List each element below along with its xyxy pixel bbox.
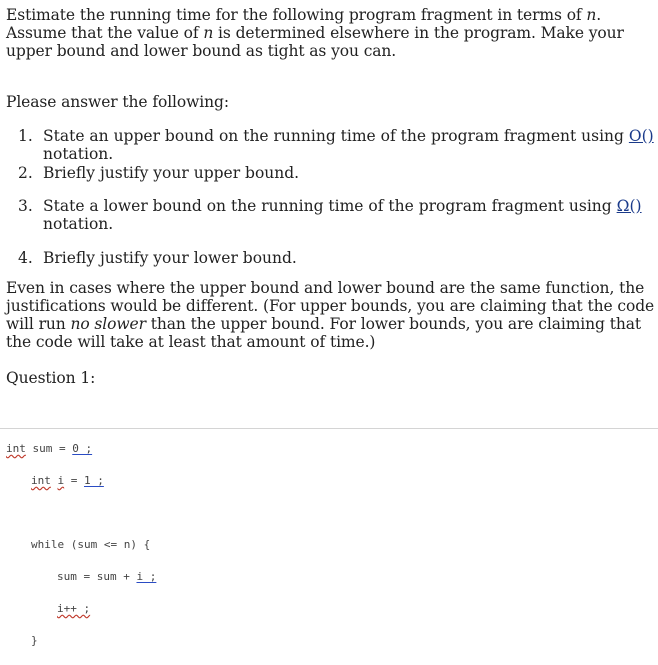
code-variable: i — [57, 474, 65, 487]
code-text: sum = sum + — [57, 570, 137, 583]
question-number: 4. — [18, 249, 33, 267]
intro-text-a: Estimate the running time for the following program fragment in terms of — [6, 6, 587, 24]
variable-n: n — [586, 6, 597, 24]
variable-n: n — [203, 24, 214, 42]
code-keyword: int — [6, 442, 26, 455]
code-line — [31, 474, 104, 487]
prompt-text: Please answer the following: — [6, 93, 229, 111]
code-text: } — [31, 634, 38, 647]
question-text: Briefly justify your lower bound. — [43, 249, 297, 267]
code-text: sum = — [25, 442, 73, 455]
question-number: 3. — [18, 197, 33, 215]
question-tail: notation. — [43, 145, 114, 163]
code-line — [57, 602, 90, 615]
code-line — [31, 634, 38, 647]
question-text: State a lower bound on the running time of the program fragment using — [43, 197, 617, 215]
big-omega-notation: Ω() — [616, 197, 642, 215]
question-item — [6, 164, 656, 182]
question-number: 1. — [18, 127, 33, 145]
note-text-a: Even in cases where the upper bound and lower bound are the same function, the justifications would be different. (For upper bounds, you are claiming that the code will run — [6, 279, 655, 333]
code-line — [57, 570, 156, 583]
divider — [0, 428, 658, 429]
code-value: 0 ; — [72, 442, 93, 455]
document — [6, 6, 656, 387]
code-line — [31, 538, 150, 551]
question-number: 2. — [18, 164, 33, 182]
question-text: Briefly justify your upper bound. — [43, 164, 300, 182]
intro-text-c: is determined elsewhere in the program. Make your upper bound and lower bound as tight as you can. — [6, 24, 624, 60]
question-title: Question 1: — [6, 369, 96, 387]
code-text: = — [64, 474, 84, 487]
code-value: i ; — [136, 570, 157, 583]
code-keyword: int — [31, 474, 51, 487]
code-text — [51, 474, 58, 487]
code-text: while (sum <= n) { — [31, 538, 151, 551]
question-item — [6, 127, 656, 163]
big-o-notation: O() — [628, 127, 654, 145]
question-item — [6, 197, 656, 233]
intro-text-b: . Assume that the value of — [6, 6, 602, 42]
note-emphasis: no slower — [70, 315, 146, 333]
question-list — [6, 127, 656, 267]
note-paragraph — [6, 279, 656, 351]
question-text: State an upper bound on the running time of the program fragment using — [43, 127, 629, 145]
note-text-b: than the upper bound. For lower bounds, you are claiming that the code will take at least that amount of time.) — [6, 315, 641, 351]
code-value: i++ ; — [57, 602, 91, 615]
intro-paragraph — [6, 6, 656, 60]
question-item — [6, 249, 656, 267]
code-value: 1 ; — [84, 474, 104, 487]
code-line — [6, 442, 92, 455]
question-tail: notation. — [43, 215, 114, 233]
